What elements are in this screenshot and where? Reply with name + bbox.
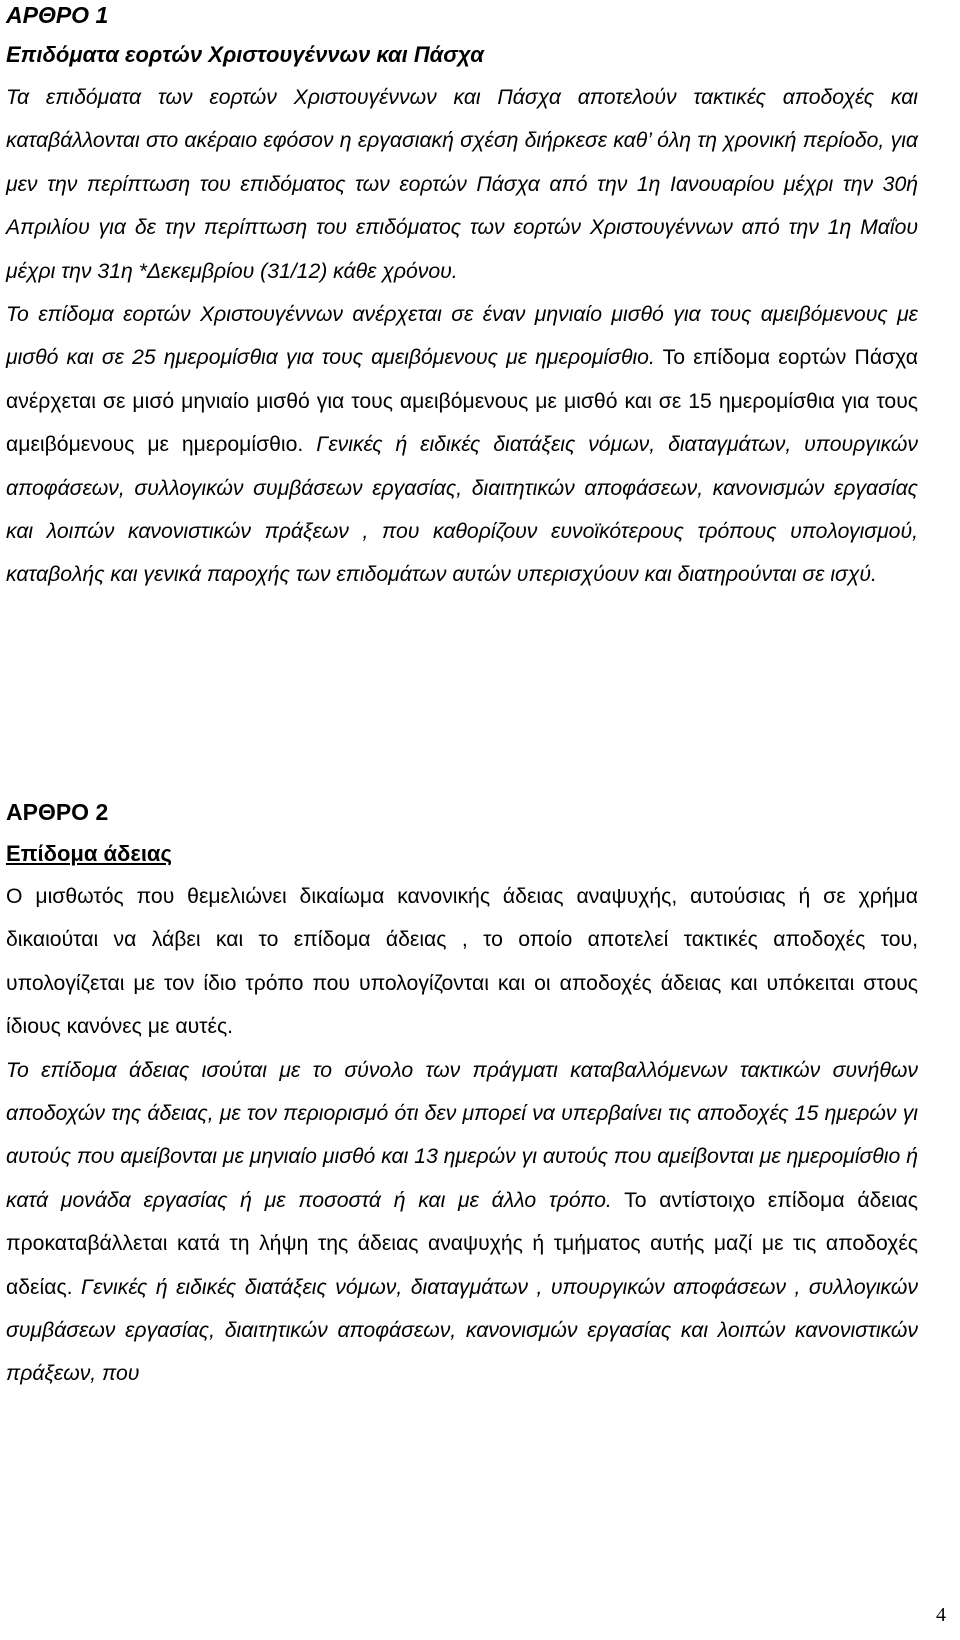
article-2-paragraph-1: Ο μισθωτός που θεμελιώνει δικαίωμα κανονικής άδειας αναψυχής, αυτούσιας ή σε χρήμα δικαιούται να λάβει και το επίδομα άδειας , το οποίο αποτελεί τακτικές αποδοχές του, υπολογίζεται με τον ίδιο τρόπο που υπολογίζονται και οι αποδοχές άδειας και υπόκειται στους ίδιους κανόνες με αυτές. [6,885,918,1039]
article-1-paragraph-2 [6,293,918,597]
article-1-title: Επιδόματα εορτών Χριστουγέννων και Πάσχα [6,42,484,67]
article-2-paragraph-2 [6,1049,918,1396]
article-1-favourable-provisions-text: Γενικές ή ειδικές διατάξεις νόμων, διαταγμάτων, υπουργικών αποφάσεων, συλλογικών συμβάσεων εργασίας, διαιτητικών αποφάσεων, κανονισμών εργασίας και λοιπών κανονιστικών πράξεων , που καθορίζουν ευνοϊκότερους τρόπους υπολογισμού, καταβολής και γενικά παροχής των επιδομάτων αυτών υπερισχύουν και διατηρούνται σε ισχύ. [6,433,918,587]
article-2-favourable-provisions-text: Γενικές ή ειδικές διατάξεις νόμων, διαταγμάτων , υπουργικών αποφάσεων , συλλογικών συμβάσεων εργασίας, διαιτητικών αποφάσεων, κανονισμών εργασίας και λοιπών κανονιστικών πράξεων, που [6,1275,918,1386]
article-1-easter-amount-text: Το επίδομα εορτών Πάσχα ανέρχεται σε μισό μηνιαίο μισθό για τους αμειβόμενους με μισθό και σε 15 ημερομίσθια για τους αμειβόμενους με ημερομίσθιο. [6,346,918,457]
article-1-paragraph-1: Τα επιδόματα των εορτών Χριστουγέννων και Πάσχα αποτελούν τακτικές αποδοχές και καταβάλλονται στο ακέραιο εφόσον η εργασιακή σχέση διήρκεσε καθ’ όλη τη χρονική περίοδο, για μεν την περίπτωση του επιδόματος των εορτών Πάσχα από την 1η Ιανουαρίου μέχρι την 30ή Απριλίου για δε την περίπτωση του επιδόματος των εορτών Χριστουγέννων από την 1η Μαΐου μέχρι την 31η *Δεκεμβρίου (31/12) κάθε χρόνου. [6,86,918,283]
article-1-heading: ΑΡΘΡΟ 1 [6,2,109,28]
document-page [6,0,918,1386]
article-2-heading: ΑΡΘΡΟ 2 [6,799,109,825]
article-2 [6,797,918,1396]
article-2-leave-allowance-text: Το επίδομα άδειας ισούται με το σύνολο των πράγματι καταβαλλόμενων τακτικών συνήθων αποδοχών της άδειας, με τον περιορισμό ότι δεν μπορεί να υπερβαίνει τις αποδοχές 15 ημερών γι αυτούς που αμείβονται με μηνιαίο μισθό και 13 ημερών γι αυτούς που αμείβονται με ημερομίσθιο ή κατά μονάδα εργασίας ή με ποσοστά ή και με άλλο τρόπο. [6,1058,918,1212]
article-1 [6,0,918,597]
article-2-title: Επίδομα άδειας [6,841,172,866]
article-2-advance-payment-text: Το αντίστοιχο επίδομα άδειας προκαταβάλλεται κατά τη λήψη της άδειας αναψυχής ή τμήματος αυτής μαζί με τις αποδοχές αδείας. [6,1188,918,1299]
page-number: 4 [936,1604,946,1626]
article-1-christmas-amount-text: Το επίδομα εορτών Χριστουγέννων ανέρχεται σε έναν μηνιαίο μισθό για τους αμειβόμενους με μισθό και σε 25 ημερομίσθια για τους αμειβόμενους με ημερομίσθιο. [6,303,918,370]
